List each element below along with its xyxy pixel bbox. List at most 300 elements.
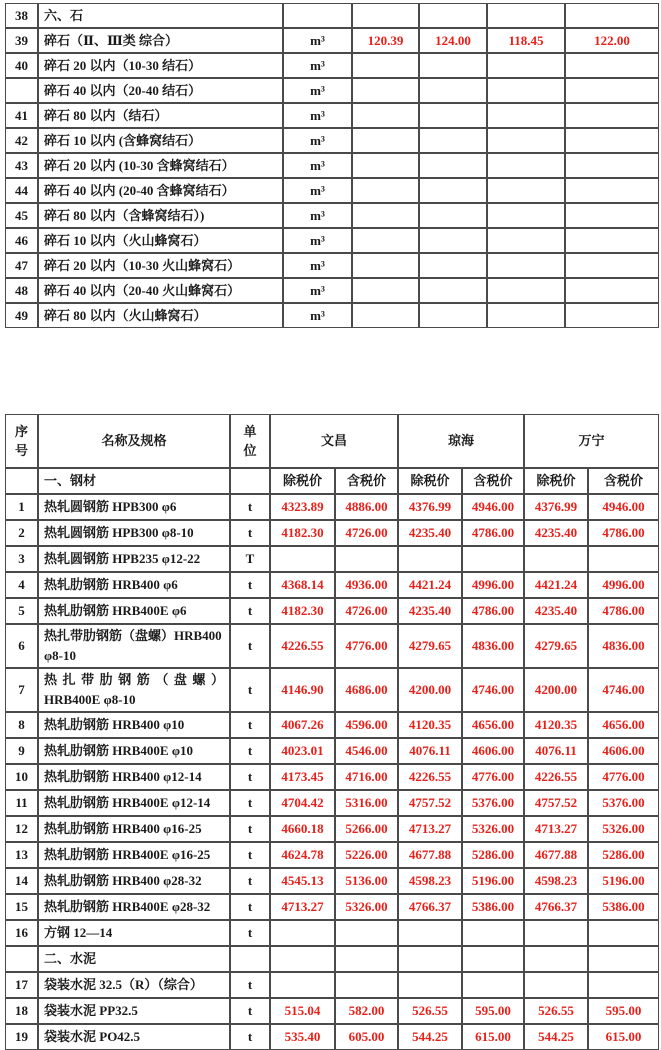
table-row <box>5 572 659 598</box>
price-cell: 4713.27 <box>524 816 588 842</box>
price-cell: 5376.00 <box>462 790 524 816</box>
price-cell: 4786.00 <box>588 598 659 624</box>
price-cell: 5326.00 <box>335 894 398 920</box>
item-name-cell: 热 扎 带 肋 钢 筋 （ 盘 螺 ） HRB400E φ8-10 <box>38 668 230 712</box>
item-name-cell: 方钢 12—14 <box>38 920 230 946</box>
steel-cement-price-table <box>5 414 659 1050</box>
item-name-cell: 碎石 80 以内（火山蜂窝石） <box>38 303 283 328</box>
price-cell: 4686.00 <box>335 668 398 712</box>
table-row <box>5 3 659 28</box>
item-name-cell: 热轧圆钢筋 HPB235 φ12-22 <box>38 546 230 572</box>
price-cell <box>462 946 524 972</box>
price-cell <box>270 946 335 972</box>
price-cell: 615.00 <box>588 1024 659 1050</box>
price-cell <box>565 78 659 103</box>
seq-cell: 44 <box>5 178 38 203</box>
item-name-cell: 碎石 10 以内 (含蜂窝结石） <box>38 128 283 153</box>
item-name-cell: 热轧肋钢筋 HRB400 φ10 <box>38 712 230 738</box>
seq-cell: 38 <box>5 3 38 28</box>
price-cell: 4776.00 <box>462 764 524 790</box>
price-cell <box>487 3 565 28</box>
unit-cell: m³ <box>283 178 352 203</box>
price-cell <box>352 53 419 78</box>
price-cell <box>588 546 659 572</box>
table-row <box>5 790 659 816</box>
price-cell: 含税价 <box>462 468 524 494</box>
unit-cell: t <box>230 572 270 598</box>
price-cell: 515.04 <box>270 998 335 1024</box>
price-cell: 4677.88 <box>524 842 588 868</box>
table-row <box>5 53 659 78</box>
price-cell: 4716.00 <box>335 764 398 790</box>
item-name-cell: 二、水泥 <box>38 946 230 972</box>
price-cell: 595.00 <box>588 998 659 1024</box>
price-cell <box>565 153 659 178</box>
city-header-qionghai: 琼海 <box>398 414 524 468</box>
unit-cell: t <box>230 920 270 946</box>
seq-cell: 39 <box>5 28 38 53</box>
price-cell <box>419 303 487 328</box>
price-cell: 4235.40 <box>398 598 462 624</box>
table-row <box>5 868 659 894</box>
price-cell: 4713.27 <box>270 894 335 920</box>
price-cell: 除税价 <box>270 468 335 494</box>
seq-cell: 7 <box>5 668 38 712</box>
item-name-cell: 热轧圆钢筋 HPB300 φ6 <box>38 494 230 520</box>
price-cell <box>565 128 659 153</box>
seq-cell <box>5 946 38 972</box>
table-row <box>5 668 659 712</box>
price-cell: 4726.00 <box>335 520 398 546</box>
unit-cell: t <box>230 624 270 668</box>
table-row <box>5 203 659 228</box>
price-cell: 4120.35 <box>524 712 588 738</box>
price-cell: 4606.00 <box>462 738 524 764</box>
unit-cell: t <box>230 842 270 868</box>
item-name-cell: 碎石 80 以内（结石） <box>38 103 283 128</box>
price-cell <box>352 253 419 278</box>
price-cell <box>352 203 419 228</box>
unit-cell: t <box>230 1024 270 1050</box>
price-cell: 4598.23 <box>524 868 588 894</box>
item-name-cell: 热扎带肋钢筋（盘螺）HRB400 φ8-10 <box>38 624 230 668</box>
price-cell <box>335 946 398 972</box>
table-row <box>5 920 659 946</box>
item-name-cell: 碎石 20 以内（10-30 结石） <box>38 53 283 78</box>
price-cell: 544.25 <box>524 1024 588 1050</box>
seq-cell: 12 <box>5 816 38 842</box>
seq-cell: 15 <box>5 894 38 920</box>
seq-cell: 4 <box>5 572 38 598</box>
unit-cell: m³ <box>283 228 352 253</box>
table-row <box>5 946 659 972</box>
seq-cell: 16 <box>5 920 38 946</box>
price-cell <box>565 278 659 303</box>
price-cell: 4757.52 <box>398 790 462 816</box>
price-cell: 4076.11 <box>524 738 588 764</box>
price-cell: 4376.99 <box>524 494 588 520</box>
price-cell: 4279.65 <box>524 624 588 668</box>
unit-cell <box>230 946 270 972</box>
seq-cell <box>5 78 38 103</box>
item-name-cell: 热轧肋钢筋 HRB400 φ28-32 <box>38 868 230 894</box>
price-cell: 5386.00 <box>588 894 659 920</box>
price-cell: 5326.00 <box>588 816 659 842</box>
price-cell <box>565 228 659 253</box>
unit-cell: t <box>230 816 270 842</box>
table-row <box>5 28 659 53</box>
price-cell: 4235.40 <box>524 598 588 624</box>
price-cell: 526.55 <box>398 998 462 1024</box>
price-cell <box>398 546 462 572</box>
table-row <box>5 103 659 128</box>
unit-cell: m³ <box>283 153 352 178</box>
price-cell: 4776.00 <box>588 764 659 790</box>
price-cell: 除税价 <box>524 468 588 494</box>
unit-cell: m³ <box>283 53 352 78</box>
price-cell <box>462 546 524 572</box>
table-row <box>5 842 659 868</box>
table-row <box>5 494 659 520</box>
unit-cell: t <box>230 712 270 738</box>
unit-cell: m³ <box>283 303 352 328</box>
price-cell: 5286.00 <box>462 842 524 868</box>
price-cell: 4996.00 <box>462 572 524 598</box>
item-name-cell: 袋装水泥 32.5（R）（综合） <box>38 972 230 998</box>
price-cell <box>335 972 398 998</box>
price-cell: 4946.00 <box>462 494 524 520</box>
price-cell <box>419 78 487 103</box>
price-cell <box>462 920 524 946</box>
price-cell: 4120.35 <box>398 712 462 738</box>
table-row <box>5 468 659 494</box>
price-cell: 582.00 <box>335 998 398 1024</box>
price-cell: 4173.45 <box>270 764 335 790</box>
price-cell <box>487 103 565 128</box>
price-cell <box>419 103 487 128</box>
price-cell: 4200.00 <box>524 668 588 712</box>
price-cell: 4886.00 <box>335 494 398 520</box>
price-cell <box>352 3 419 28</box>
item-name-cell: 碎石 20 以内 (10-30 含蜂窝结石） <box>38 153 283 178</box>
price-cell: 4766.37 <box>524 894 588 920</box>
item-name-cell: 碎石 80 以内（含蜂窝结石）) <box>38 203 283 228</box>
seq-cell: 6 <box>5 624 38 668</box>
price-cell <box>487 228 565 253</box>
item-name-cell: 碎石 10 以内（火山蜂窝石） <box>38 228 283 253</box>
table-row <box>5 546 659 572</box>
city-header-wanning: 万宁 <box>524 414 659 468</box>
seq-header-label: 序号 <box>14 423 28 458</box>
seq-cell: 9 <box>5 738 38 764</box>
price-cell: 4656.00 <box>588 712 659 738</box>
price-cell <box>487 178 565 203</box>
item-name-cell: 热轧肋钢筋 HRB400E φ16-25 <box>38 842 230 868</box>
price-cell: 4606.00 <box>588 738 659 764</box>
price-cell: 4776.00 <box>335 624 398 668</box>
price-cell <box>419 278 487 303</box>
price-cell: 4235.40 <box>524 520 588 546</box>
price-cell: 4946.00 <box>588 494 659 520</box>
price-cell <box>487 278 565 303</box>
price-cell: 4786.00 <box>462 598 524 624</box>
item-name-cell: 袋装水泥 PO42.5 <box>38 1024 230 1050</box>
seq-cell: 18 <box>5 998 38 1024</box>
price-cell <box>462 972 524 998</box>
seq-cell: 5 <box>5 598 38 624</box>
price-cell: 4660.18 <box>270 816 335 842</box>
price-cell <box>524 946 588 972</box>
table-row <box>5 303 659 328</box>
table-row <box>5 764 659 790</box>
unit-cell <box>230 468 270 494</box>
unit-cell: m³ <box>283 128 352 153</box>
unit-cell: m³ <box>283 103 352 128</box>
price-cell: 4757.52 <box>524 790 588 816</box>
price-cell: 4146.90 <box>270 668 335 712</box>
price-cell <box>352 303 419 328</box>
table-row <box>5 894 659 920</box>
price-cell: 5266.00 <box>335 816 398 842</box>
seq-cell: 41 <box>5 103 38 128</box>
unit-cell: t <box>230 998 270 1024</box>
price-cell: 5196.00 <box>588 868 659 894</box>
price-cell: 5326.00 <box>462 816 524 842</box>
price-cell: 4656.00 <box>462 712 524 738</box>
price-cell: 4713.27 <box>398 816 462 842</box>
price-cell <box>335 920 398 946</box>
price-cell <box>487 203 565 228</box>
unit-cell: t <box>230 598 270 624</box>
name-header-cell: 名称及规格 <box>38 414 230 468</box>
table-row <box>5 624 659 668</box>
price-cell: 4226.55 <box>524 764 588 790</box>
stone-price-table <box>5 3 659 328</box>
price-cell: 4368.14 <box>270 572 335 598</box>
price-cell <box>270 546 335 572</box>
seq-cell: 43 <box>5 153 38 178</box>
unit-cell: m³ <box>283 278 352 303</box>
price-cell <box>352 153 419 178</box>
seq-header-cell <box>5 414 38 468</box>
table-row <box>5 278 659 303</box>
table-row <box>5 153 659 178</box>
price-cell <box>524 972 588 998</box>
unit-cell: m³ <box>283 78 352 103</box>
seq-cell <box>5 468 38 494</box>
unit-cell: t <box>230 764 270 790</box>
price-cell: 535.40 <box>270 1024 335 1050</box>
price-cell <box>419 178 487 203</box>
item-name-cell: 碎石 40 以内 (20-40 含蜂窝结石） <box>38 178 283 203</box>
price-cell: 122.00 <box>565 28 659 53</box>
item-name-cell: 碎石（Ⅱ、Ⅲ类 综合） <box>38 28 283 53</box>
price-cell: 4182.30 <box>270 520 335 546</box>
price-cell <box>352 78 419 103</box>
stone-price-table-body <box>5 3 659 328</box>
price-cell <box>419 53 487 78</box>
price-cell: 4279.65 <box>398 624 462 668</box>
price-cell: 124.00 <box>419 28 487 53</box>
price-cell: 5376.00 <box>588 790 659 816</box>
seq-cell: 14 <box>5 868 38 894</box>
price-cell: 5196.00 <box>462 868 524 894</box>
price-cell <box>352 178 419 203</box>
seq-cell: 40 <box>5 53 38 78</box>
price-cell <box>419 253 487 278</box>
item-name-cell: 热轧肋钢筋 HRB400 φ12-14 <box>38 764 230 790</box>
price-cell: 4677.88 <box>398 842 462 868</box>
seq-cell: 8 <box>5 712 38 738</box>
price-cell: 5136.00 <box>335 868 398 894</box>
price-cell <box>352 128 419 153</box>
item-name-cell: 一、钢材 <box>38 468 230 494</box>
unit-cell: t <box>230 894 270 920</box>
price-cell <box>588 920 659 946</box>
price-cell: 5226.00 <box>335 842 398 868</box>
price-cell: 4421.24 <box>524 572 588 598</box>
price-cell: 120.39 <box>352 28 419 53</box>
price-cell <box>565 3 659 28</box>
price-cell <box>270 972 335 998</box>
table-row <box>5 228 659 253</box>
table-row <box>5 520 659 546</box>
table-row <box>5 1024 659 1050</box>
city-header-wenchang: 文昌 <box>270 414 398 468</box>
item-name-cell: 热轧肋钢筋 HRB400E φ28-32 <box>38 894 230 920</box>
price-cell: 4235.40 <box>398 520 462 546</box>
price-cell: 118.45 <box>487 28 565 53</box>
price-cell: 4726.00 <box>335 598 398 624</box>
price-cell: 4746.00 <box>588 668 659 712</box>
price-cell <box>487 78 565 103</box>
price-cell: 4545.13 <box>270 868 335 894</box>
seq-cell: 19 <box>5 1024 38 1050</box>
unit-header-cell <box>230 414 270 468</box>
item-name-cell: 热轧肋钢筋 HRB400 φ6 <box>38 572 230 598</box>
price-cell <box>352 278 419 303</box>
price-cell: 4200.00 <box>398 668 462 712</box>
unit-cell: t <box>230 520 270 546</box>
item-name-cell: 碎石 40 以内（20-40 火山蜂窝石） <box>38 278 283 303</box>
seq-cell: 17 <box>5 972 38 998</box>
price-cell: 544.25 <box>398 1024 462 1050</box>
seq-cell: 11 <box>5 790 38 816</box>
price-cell: 含税价 <box>335 468 398 494</box>
price-cell <box>565 53 659 78</box>
price-cell: 4704.42 <box>270 790 335 816</box>
seq-cell: 45 <box>5 203 38 228</box>
price-list-page <box>0 3 661 1044</box>
price-cell: 4786.00 <box>462 520 524 546</box>
price-cell: 595.00 <box>462 998 524 1024</box>
price-cell: 526.55 <box>524 998 588 1024</box>
seq-cell: 2 <box>5 520 38 546</box>
price-cell: 4376.99 <box>398 494 462 520</box>
seq-cell: 3 <box>5 546 38 572</box>
price-cell: 4023.01 <box>270 738 335 764</box>
price-cell: 4076.11 <box>398 738 462 764</box>
price-cell <box>487 153 565 178</box>
price-cell: 4936.00 <box>335 572 398 598</box>
price-cell <box>565 178 659 203</box>
price-cell <box>487 128 565 153</box>
seq-cell: 49 <box>5 303 38 328</box>
price-cell: 4067.26 <box>270 712 335 738</box>
price-cell <box>352 228 419 253</box>
unit-cell: m³ <box>283 253 352 278</box>
seq-cell: 13 <box>5 842 38 868</box>
table-row <box>5 816 659 842</box>
price-cell <box>565 253 659 278</box>
price-cell: 5316.00 <box>335 790 398 816</box>
unit-cell: t <box>230 972 270 998</box>
table-row <box>5 972 659 998</box>
price-cell: 4836.00 <box>462 624 524 668</box>
price-cell: 4226.55 <box>398 764 462 790</box>
price-cell <box>398 920 462 946</box>
price-cell: 4624.78 <box>270 842 335 868</box>
price-cell: 4323.89 <box>270 494 335 520</box>
item-name-cell: 热轧肋钢筋 HRB400 φ16-25 <box>38 816 230 842</box>
steel-cement-table-body <box>5 414 659 1050</box>
table-header-row <box>5 414 659 468</box>
price-cell <box>565 303 659 328</box>
seq-cell: 46 <box>5 228 38 253</box>
price-cell <box>335 546 398 572</box>
table-row <box>5 998 659 1024</box>
price-cell <box>565 203 659 228</box>
item-name-cell: 热轧肋钢筋 HRB400E φ12-14 <box>38 790 230 816</box>
seq-cell: 42 <box>5 128 38 153</box>
price-cell: 含税价 <box>588 468 659 494</box>
price-cell: 4836.00 <box>588 624 659 668</box>
price-cell <box>588 946 659 972</box>
item-name-cell: 热轧肋钢筋 HRB400E φ10 <box>38 738 230 764</box>
item-name-cell: 袋装水泥 PP32.5 <box>38 998 230 1024</box>
price-cell <box>419 153 487 178</box>
price-cell: 除税价 <box>398 468 462 494</box>
unit-cell: m³ <box>283 28 352 53</box>
price-cell: 4766.37 <box>398 894 462 920</box>
price-cell <box>524 546 588 572</box>
price-cell <box>487 253 565 278</box>
seq-cell: 47 <box>5 253 38 278</box>
price-cell: 615.00 <box>462 1024 524 1050</box>
price-cell: 4746.00 <box>462 668 524 712</box>
seq-cell: 10 <box>5 764 38 790</box>
seq-cell: 1 <box>5 494 38 520</box>
table-row <box>5 128 659 153</box>
unit-cell: T <box>230 546 270 572</box>
price-cell <box>487 303 565 328</box>
item-name-cell: 热轧肋钢筋 HRB400E φ6 <box>38 598 230 624</box>
item-name-cell: 碎石 20 以内（10-30 火山蜂窝石） <box>38 253 283 278</box>
unit-cell: t <box>230 494 270 520</box>
price-cell <box>565 103 659 128</box>
unit-cell: t <box>230 868 270 894</box>
unit-header-label: 单位 <box>243 423 257 458</box>
price-cell: 4546.00 <box>335 738 398 764</box>
price-cell <box>419 128 487 153</box>
table-row <box>5 78 659 103</box>
table-row <box>5 738 659 764</box>
price-cell <box>487 53 565 78</box>
price-cell: 5386.00 <box>462 894 524 920</box>
price-cell <box>588 972 659 998</box>
item-name-cell: 碎石 40 以内（20-40 结石） <box>38 78 283 103</box>
price-cell <box>352 103 419 128</box>
